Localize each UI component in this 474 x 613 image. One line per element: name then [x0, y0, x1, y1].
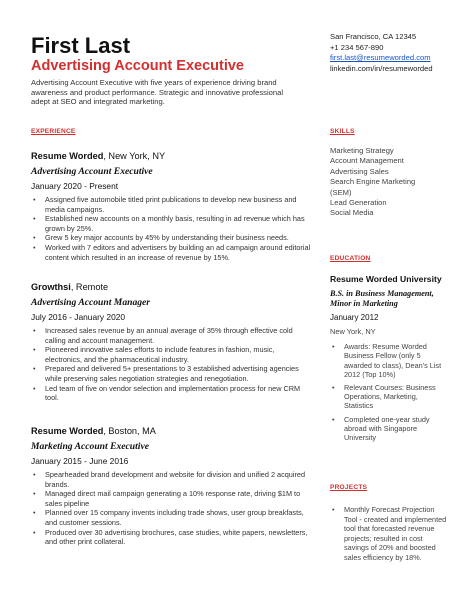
- job-title: Advertising Account Manager: [31, 297, 151, 308]
- job-location: , Remote: [70, 282, 109, 292]
- summary-text: Advertising Account Executive with five years of experience driving brand awareness and product performance. Strategic and innovative professional adept at SEO and integrated marketing.: [31, 78, 284, 107]
- projects-bullets: [330, 505, 448, 563]
- job-dates: January 2015 - June 2016: [31, 456, 129, 466]
- project-bullet: • Monthly Forecast Projection Tool - created and implemented tool that forecasted revenue projects; resulted in cost savings of 20% and boosted sales efficiency by 18%.: [330, 505, 448, 563]
- job-company: Resume Worded: [31, 426, 104, 436]
- job-location: , New York, NY: [103, 151, 166, 161]
- job-company-line: [31, 426, 311, 436]
- job-bullet: • Prepared and delivered 5+ presentations to 3 established advertising agencies while preserving sales negotiation strategies and renegotiation.: [31, 364, 311, 383]
- skill-item: Account Management: [330, 156, 404, 166]
- education-heading: EDUCATION: [330, 255, 371, 262]
- contact-location: San Francisco, CA 12345: [330, 32, 417, 41]
- education-degree: B.S. in Business Management, Minor in Marketing: [330, 289, 434, 308]
- job-bullet: • Spearheaded brand development and website for division and unified 2 acquired brands.: [31, 470, 311, 489]
- job-bullet: • Established new accounts on a monthly basis, resulting in ad revenue which has grown by 25%.: [31, 214, 311, 233]
- job-bullets: [31, 326, 311, 403]
- education-bullet: • Awards: Resume Worded Business Fellow (only 5 awarded to class), Dean's List 2012 (Top 10%): [330, 342, 448, 379]
- contact-phone: +1 234 567-890: [330, 42, 384, 52]
- skill-item: Search Engine Marketing: [330, 177, 416, 187]
- contact-email-link[interactable]: first.last@resumeworded.com: [330, 53, 431, 63]
- job-company: Resume Worded: [31, 151, 104, 161]
- job-entry: [31, 282, 311, 403]
- job-bullet: • Assigned five automobile titled print publications to develop new business and media campaigns.: [31, 195, 311, 214]
- experience-heading: EXPERIENCE: [31, 128, 76, 135]
- skill-item: Marketing Strategy: [330, 146, 394, 155]
- job-company-line: [31, 151, 311, 161]
- job-bullets: [31, 195, 311, 262]
- job-title: Advertising Account Executive: [31, 166, 153, 177]
- skills-list: [330, 146, 415, 219]
- job-bullet: • Managed direct mail campaign generating a 10% response rate, driving $1M to sales pipeline: [31, 489, 311, 508]
- job-bullets: [31, 470, 311, 547]
- skill-item: Advertising Sales: [330, 166, 389, 176]
- job-entry: [31, 151, 311, 262]
- job-bullet: • Pioneered innovative sales efforts to include features in fashion, music, electronics, and the pharmaceutical industry.: [31, 345, 311, 364]
- contact-linkedin[interactable]: linkedin.com/in/resumeworded: [330, 63, 433, 73]
- job-company-line: [31, 282, 311, 292]
- education-date: January 2012: [330, 313, 379, 323]
- education-bullet: • Relevant Courses: Business Operations, Marketing, Statistics: [330, 383, 448, 411]
- job-bullet: • Grew 5 key major accounts by 45% by understanding their business needs.: [31, 233, 311, 243]
- skill-item: (SEM): [330, 187, 352, 197]
- job-company: Growthsi: [31, 282, 71, 292]
- education-bullets: [330, 342, 448, 442]
- job-title: Marketing Account Executive: [31, 441, 149, 452]
- skills-heading: SKILLS: [330, 128, 355, 135]
- candidate-name: First Last: [31, 33, 131, 58]
- projects-heading: PROJECTS: [330, 484, 368, 491]
- job-bullet: • Worked with 7 editors and advertisers by building an ad campaign around editorial content which resulted in an increase of revenue by 15%.: [31, 243, 311, 262]
- job-bullet: • Produced over 30 advertising brochures, case studies, white papers, newsletters, and other print collateral.: [31, 528, 311, 547]
- job-bullet: • Led team of five on vendor selection and implementation process for new CRM tool.: [31, 384, 311, 403]
- job-entry: [31, 426, 311, 547]
- job-bullet: • Increased sales revenue by an annual average of 35% through effective cold calling and account management.: [31, 326, 311, 345]
- education-entry: [330, 274, 448, 446]
- job-dates: July 2016 - January 2020: [31, 312, 126, 322]
- education-location: New York, NY: [330, 327, 376, 337]
- contact-block: [330, 32, 433, 74]
- skill-item: Lead Generation: [330, 198, 387, 208]
- projects-entry: [330, 501, 448, 563]
- education-bullet: • Completed one-year study abroad with Singapore University: [330, 415, 448, 443]
- skill-item: Social Media: [330, 208, 374, 218]
- candidate-role: Advertising Account Executive: [31, 58, 244, 74]
- job-location: , Boston, MA: [103, 426, 156, 436]
- job-bullet: • Planned over 15 company invents including trade shows, user group breakfasts, and customer sessions.: [31, 508, 311, 527]
- education-school: Resume Worded University: [330, 274, 442, 284]
- job-dates: January 2020 - Present: [31, 181, 119, 191]
